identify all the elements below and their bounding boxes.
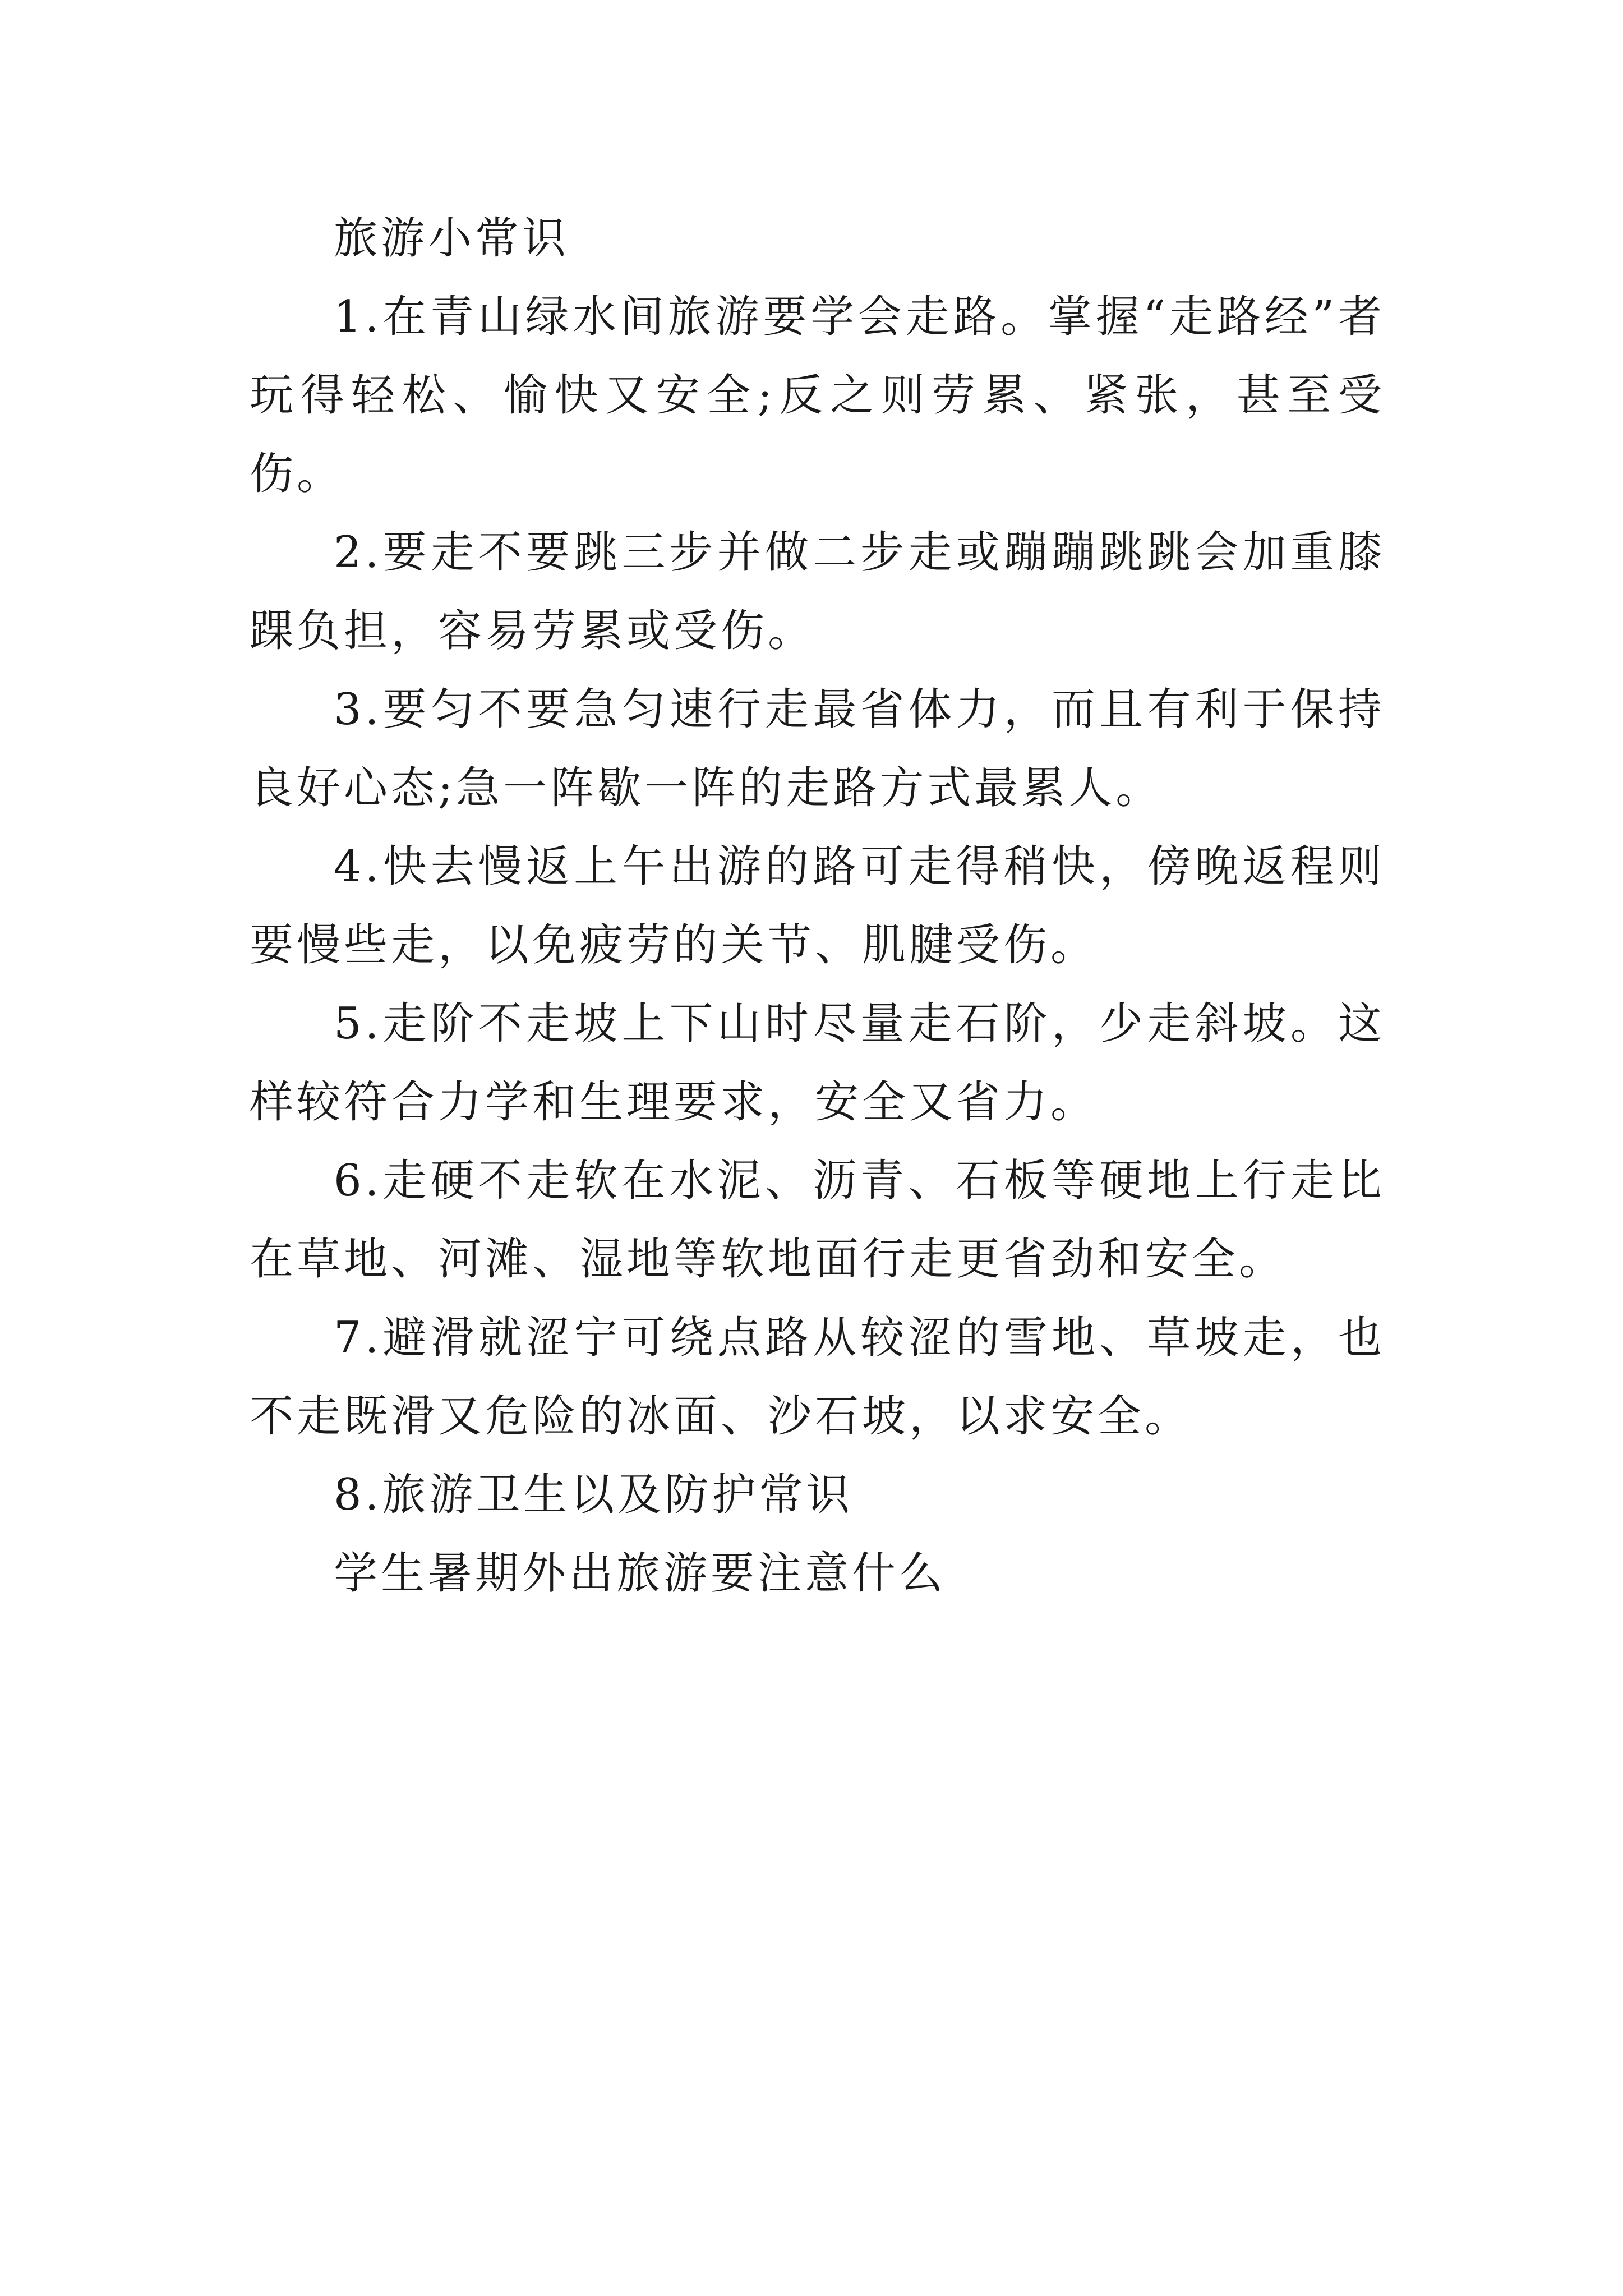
paragraph-3: 3.要匀不要急匀速行走最省体力，而且有利于保持良好心态;急一阵歇一阵的走路方式最累人。 [250,684,1385,813]
paragraph-8: 8.旅游卫生以及防护常识 [334,1470,854,1520]
paragraph-9: 学生暑期外出旅游要注意什么 [334,1548,947,1599]
paragraph-2: 2.要走不要跳三步并做二步走或蹦蹦跳跳会加重膝踝负担，容易劳累或受伤。 [250,527,1385,656]
document-body [250,199,1385,1613]
paragraph-4: 4.快去慢返上午出游的路可走得稍快，傍晚返程则要慢些走，以免疲劳的关节、肌腱受伤。 [250,841,1385,970]
paragraph-5: 5.走阶不走坡上下山时尽量走石阶，少走斜坡。这样较符合力学和生理要求，安全又省力。 [250,999,1385,1128]
document-title: 旅游小常识 [334,213,570,264]
paragraph-7: 7.避滑就涩宁可绕点路从较涩的雪地、草坡走，也不走既滑又危险的冰面、沙石坡，以求安全。 [250,1313,1385,1442]
paragraph-1: 1.在青山绿水间旅游要学会走路。掌握“走路经”者玩得轻松、愉快又安全;反之则劳累、紧张，甚至受伤。 [250,292,1385,499]
paragraph-6: 6.走硬不走软在水泥、沥青、石板等硬地上行走比在草地、河滩、湿地等软地面行走更省劲和安全。 [250,1156,1385,1285]
